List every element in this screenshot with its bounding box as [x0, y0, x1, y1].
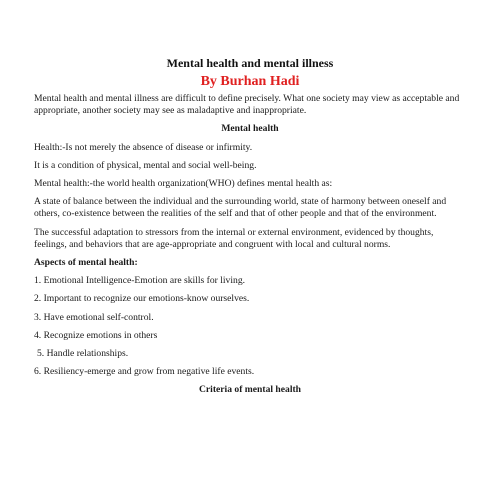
aspect-list-item: 2. Important to recognize our emotions-know ourselves.	[34, 293, 250, 305]
document-title: Mental health and mental illness	[166, 56, 334, 70]
section-heading-criteria: Criteria of mental health	[198, 384, 302, 396]
aspect-list-item: 6. Resiliency-emerge and grow from negative life events.	[34, 366, 255, 378]
intro-paragraph: Mental health and mental illness are difficult to define precisely. What one society may view as acceptable and appropriate, another society may see as maladaptive and inappropriate.	[34, 93, 460, 117]
paragraph-state-of-balance: A state of balance between the individual and the surrounding world, state of harmony between oneself and others, co-existence between the realities of the self and that of other people and that of the environment.	[34, 196, 447, 220]
paragraph-health-definition: Health:-Is not merely the absence of disease or infirmity.	[34, 141, 253, 153]
paragraph-well-being: It is a condition of physical, mental and social well-being.	[34, 159, 257, 171]
aspect-list-item: 1. Emotional Intelligence-Emotion are skills for living.	[34, 275, 246, 287]
document-page	[34, 56, 466, 403]
section-heading-aspects: Aspects of mental health:	[34, 257, 138, 269]
author-byline: By Burhan Hadi	[200, 74, 300, 89]
paragraph-successful-adaptation: The successful adaptation to stressors from the internal or external environment, evidenced by thoughts, feelings, and behaviors that are age-appropriate and congruent with local and cultural norms.	[34, 226, 434, 250]
aspect-list-item: 5. Handle relationships.	[37, 348, 129, 360]
paragraph-who-definition: Mental health:-the world health organization(WHO) defines mental health as:	[34, 178, 333, 190]
section-heading-mental-health: Mental health	[221, 123, 279, 135]
aspect-list-item: 4. Recognize emotions in others	[34, 329, 158, 341]
aspect-list-item: 3. Have emotional self-control.	[34, 311, 154, 323]
